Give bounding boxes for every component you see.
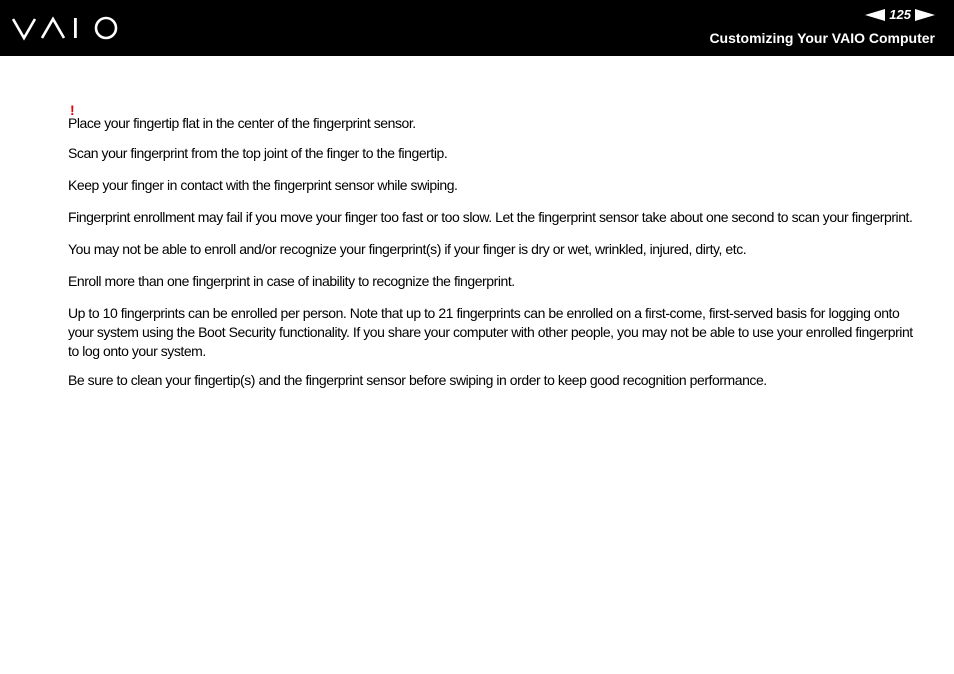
vaio-logo	[12, 14, 120, 42]
page-header	[0, 0, 954, 56]
paragraph: Be sure to clean your fingertip(s) and the fingerprint sensor before swiping in order to keep good recognition performance.	[68, 372, 767, 388]
section-title: Customizing Your VAIO Computer	[709, 30, 935, 46]
paragraph: You may not be able to enroll and/or recognize your fingerprint(s) if your finger is dry or wet, wrinkled, injured, dirty, etc.	[68, 241, 747, 257]
warning-mark: !	[70, 102, 75, 118]
paragraph: Fingerprint enrollment may fail if you move your finger too fast or too slow. Let the fingerprint sensor take about one second to scan your fingerprint.	[68, 209, 913, 225]
paragraph: Keep your finger in contact with the fingerprint sensor while swiping.	[68, 177, 458, 193]
paragraph: Enroll more than one fingerprint in case of inability to recognize the fingerprint.	[68, 273, 515, 289]
page-navigation	[865, 7, 935, 23]
paragraph: Scan your fingerprint from the top joint of the finger to the fingertip.	[68, 145, 448, 161]
page-number: 125	[889, 7, 911, 22]
triangle-right-icon[interactable]	[915, 9, 935, 21]
paragraph: Place your fingertip flat in the center of the fingerprint sensor.	[68, 115, 416, 131]
paragraph: Up to 10 fingerprints can be enrolled per person. Note that up to 21 fingerprints can be enrolled on a first-come, first-served basis for logging onto your system using the Boot Security functionality. If you share your computer with other people, you may not be able to use your enrolled fingerprint to log onto your system.	[68, 305, 913, 359]
triangle-left-icon[interactable]	[865, 9, 885, 21]
